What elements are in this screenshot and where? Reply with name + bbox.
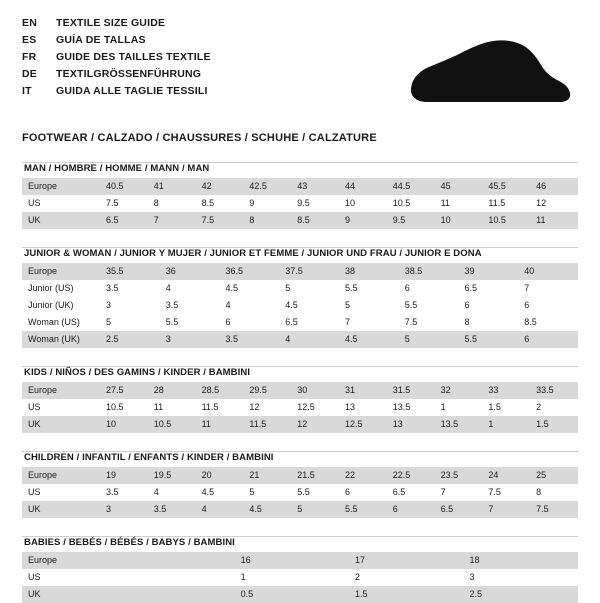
table-row [22,467,578,484]
size-cell: 1.5 [488,402,501,412]
size-section-children [22,451,578,518]
table-row [22,484,578,501]
row-label: US [28,198,41,208]
table-row [22,331,578,348]
table-row [22,314,578,331]
size-cell: 3.5 [106,487,119,497]
size-cell: 2 [355,572,361,582]
row-label: Junior (US) [28,283,74,293]
size-cell: 7.5 [530,501,578,518]
size-cell: 7 [482,501,530,518]
size-cell: 6.5 [435,501,483,518]
size-cell: 39 [459,263,519,280]
size-cell: 0.5 [235,586,349,603]
size-cell: 3 [469,572,475,582]
size-cell: 44 [339,178,387,195]
size-cell: 3.5 [220,331,280,348]
size-cell: 6.5 [285,317,298,327]
size-cell: 7 [345,317,351,327]
size-cell: 7 [148,212,196,229]
language-row [22,16,211,31]
page-header [22,16,578,116]
size-cell: 5 [106,317,112,327]
language-title-list [22,16,211,99]
size-cell: 3.5 [148,501,196,518]
size-cell: 13 [387,416,435,433]
row-label: Woman (UK) [22,331,100,348]
size-cell: 4 [225,300,231,310]
size-cell: 11 [196,416,244,433]
language-row [22,84,211,99]
size-table [22,263,578,348]
size-cell: 5.5 [165,317,179,327]
size-cell: 42 [196,178,244,195]
row-label: Europe [22,263,100,280]
size-cell: 19 [100,467,148,484]
section-title: MAN / HOMBRE / HOMME / MANN / MAN [24,163,210,174]
size-cell: 12 [536,198,547,208]
row-label: UK [22,416,100,433]
table-row [22,416,578,433]
size-table [22,382,578,433]
language-code: EN [22,17,37,29]
size-cell: 5 [291,501,339,518]
footwear-heading: FOOTWEAR / CALZADO / CHAUSSURES / SCHUHE / CALZATURE [22,132,377,144]
size-cell: 40 [518,263,578,280]
size-cell: 36.5 [220,263,280,280]
size-cell: 28.5 [196,382,244,399]
row-label: Europe [22,467,100,484]
table-row [22,178,578,195]
size-cell: 6.5 [464,283,478,293]
size-cell: 11.5 [488,198,506,208]
size-cell: 5.5 [459,331,519,348]
size-cell: 9.5 [297,198,310,208]
size-cell: 1 [240,572,246,582]
table-row [22,501,578,518]
size-cell: 18 [464,552,578,569]
size-cell: 22.5 [387,467,435,484]
size-cell: 7 [440,487,446,497]
row-label: Europe [22,178,100,195]
size-cell: 5.5 [339,501,387,518]
size-cell: 38.5 [399,263,459,280]
size-cell: 3 [160,331,220,348]
size-cell: 3 [106,300,112,310]
size-cell: 13.5 [392,402,411,412]
size-table [22,467,578,518]
size-cell: 36 [160,263,220,280]
size-cell: 3 [100,501,148,518]
size-cell: 19.5 [148,467,196,484]
size-cell: 45.5 [482,178,530,195]
size-cell: 27.5 [100,382,148,399]
size-cell: 37.5 [279,263,339,280]
size-cell: 5.5 [297,487,310,497]
size-cell: 6 [404,283,410,293]
section-title: JUNIOR & WOMAN / JUNIOR Y MUJER / JUNIOR ET FEMME / JUNIOR UND FRAU / JUNIOR E DONA [24,248,482,259]
table-row [22,399,578,416]
size-section-junior-woman [22,247,578,348]
size-cell: 38 [339,263,399,280]
size-cell: 10.5 [482,212,530,229]
table-row [22,382,578,399]
size-table [22,178,578,229]
size-cell: 24 [482,467,530,484]
size-cell: 12 [291,416,339,433]
size-cell: 8.5 [524,317,537,327]
table-row [22,195,578,212]
size-cell: 4.5 [201,487,215,497]
size-cell: 25 [530,467,578,484]
size-cell: 7.5 [106,198,119,208]
table-row [22,586,578,603]
size-cell: 1 [482,416,530,433]
size-cell: 8 [243,212,291,229]
size-cell: 5 [285,283,291,293]
size-cell: 10.5 [392,198,411,208]
size-cell: 20 [196,467,244,484]
size-cell: 9 [249,198,255,208]
language-code: IT [22,85,32,97]
table-row [22,280,578,297]
size-cell: 8 [536,487,542,497]
size-cell: 11.5 [243,416,291,433]
size-cell: 4.5 [285,300,298,310]
size-cell: 5 [345,300,351,310]
row-label: Junior (UK) [28,300,74,310]
size-cell: 6 [464,300,470,310]
language-title: GUIDA ALLE TAGLIE TESSILI [56,85,208,97]
language-title: GUIDE DES TAILLES TEXTILE [56,51,211,63]
size-cell: 11 [530,212,578,229]
size-cell: 6 [518,331,578,348]
size-cell: 4.5 [225,283,239,293]
size-cell: 10.5 [148,416,196,433]
size-cell: 6.5 [392,487,406,497]
size-cell: 8.5 [201,198,215,208]
size-cell: 12.5 [297,402,315,412]
table-row [22,552,578,569]
size-cell: 10.5 [106,402,124,412]
size-section-kids [22,366,578,433]
row-label: Europe [22,382,100,399]
section-title: CHILDREN / INFANTIL / ENFANTS / KINDER / BAMBINI [24,452,274,463]
language-code: ES [22,34,37,46]
size-cell: 41 [148,178,196,195]
size-cell: 21.5 [291,467,339,484]
size-cell: 3.5 [106,283,119,293]
language-title: GUÍA DE TALLAS [56,34,146,46]
size-cell: 35.5 [100,263,160,280]
size-cell: 5.5 [404,300,418,310]
size-cell: 43 [291,178,339,195]
size-cell: 4 [279,331,339,348]
table-row [22,212,578,229]
size-cell: 9.5 [387,212,435,229]
row-label: US [28,572,41,582]
size-cell: 8.5 [291,212,339,229]
section-title: KIDS / NIÑOS / DES GAMINS / KINDER / BAMBINI [24,367,251,378]
row-label: Woman (US) [28,317,80,327]
row-label: US [28,402,41,412]
size-cell: 4 [153,487,159,497]
row-label: US [28,487,41,497]
size-cell: 7 [524,283,530,293]
table-row [22,263,578,280]
section-title: BABIES / BEBÉS / BÉBÉS / BABYS / BAMBINI [24,537,235,548]
size-cell: 17 [349,552,463,569]
size-cell: 4.5 [243,501,291,518]
language-code: DE [22,68,37,80]
language-row [22,50,211,65]
size-cell: 12.5 [339,416,387,433]
size-cell: 46 [530,178,578,195]
size-cell: 6 [225,317,231,327]
size-cell: 22 [339,467,387,484]
size-cell: 9 [339,212,387,229]
size-cell: 29.5 [243,382,291,399]
size-cell: 5.5 [345,283,358,293]
size-cell: 11.5 [201,402,219,412]
size-cell: 45 [435,178,483,195]
size-cell: 5 [249,487,255,497]
size-cell: 6.5 [100,212,148,229]
language-code: FR [22,51,37,63]
size-cell: 23.5 [435,467,483,484]
size-cell: 21 [243,467,291,484]
size-cell: 13.5 [435,416,483,433]
size-section-babies [22,536,578,603]
size-cell: 8 [153,198,159,208]
size-cell: 1.5 [349,586,463,603]
size-cell: 6 [387,501,435,518]
size-cell: 30 [291,382,339,399]
size-cell: 16 [235,552,349,569]
dress-shoe-silhouette-icon [367,34,572,116]
row-label: UK [22,501,100,518]
language-row [22,33,211,48]
size-cell: 2 [536,402,542,412]
size-table [22,552,578,603]
language-title: TEXTILGRÖSSENFÜHRUNG [56,68,202,80]
size-cell: 31.5 [387,382,435,399]
size-cell: 11 [153,402,164,412]
size-cell: 7.5 [488,487,501,497]
size-cell: 10 [344,198,355,208]
size-cell: 4 [196,501,244,518]
size-cell: 4 [165,283,171,293]
size-cell: 10 [435,212,483,229]
size-cell: 7.5 [196,212,244,229]
size-cell: 1.5 [530,416,578,433]
size-cell: 2.5 [100,331,160,348]
size-cell: 32 [435,382,483,399]
size-cell: 11 [440,198,450,208]
table-row [22,297,578,314]
size-cell: 1 [440,402,446,412]
size-cell: 28 [148,382,196,399]
size-cell: 6 [524,300,530,310]
size-cell: 33.5 [530,382,578,399]
language-row [22,67,211,82]
table-row [22,569,578,586]
size-cell: 13 [344,402,355,412]
size-cell: 44.5 [387,178,435,195]
size-cell: 12 [249,402,260,412]
row-label: UK [22,586,235,603]
size-cell: 33 [482,382,530,399]
size-cell: 10 [100,416,148,433]
row-label: UK [22,212,100,229]
language-title: TEXTILE SIZE GUIDE [56,17,166,29]
size-section-man [22,162,578,229]
size-cell: 5 [399,331,459,348]
size-cell: 7.5 [404,317,418,327]
size-cell: 8 [464,317,470,327]
size-cell: 42.5 [243,178,291,195]
size-cell: 40.5 [100,178,148,195]
size-cell: 31 [339,382,387,399]
size-cell: 2.5 [464,586,578,603]
size-cell: 4.5 [339,331,399,348]
size-cell: 6 [344,487,350,497]
size-cell: 3.5 [165,300,179,310]
row-label: Europe [22,552,235,569]
size-tables-container [22,162,578,603]
